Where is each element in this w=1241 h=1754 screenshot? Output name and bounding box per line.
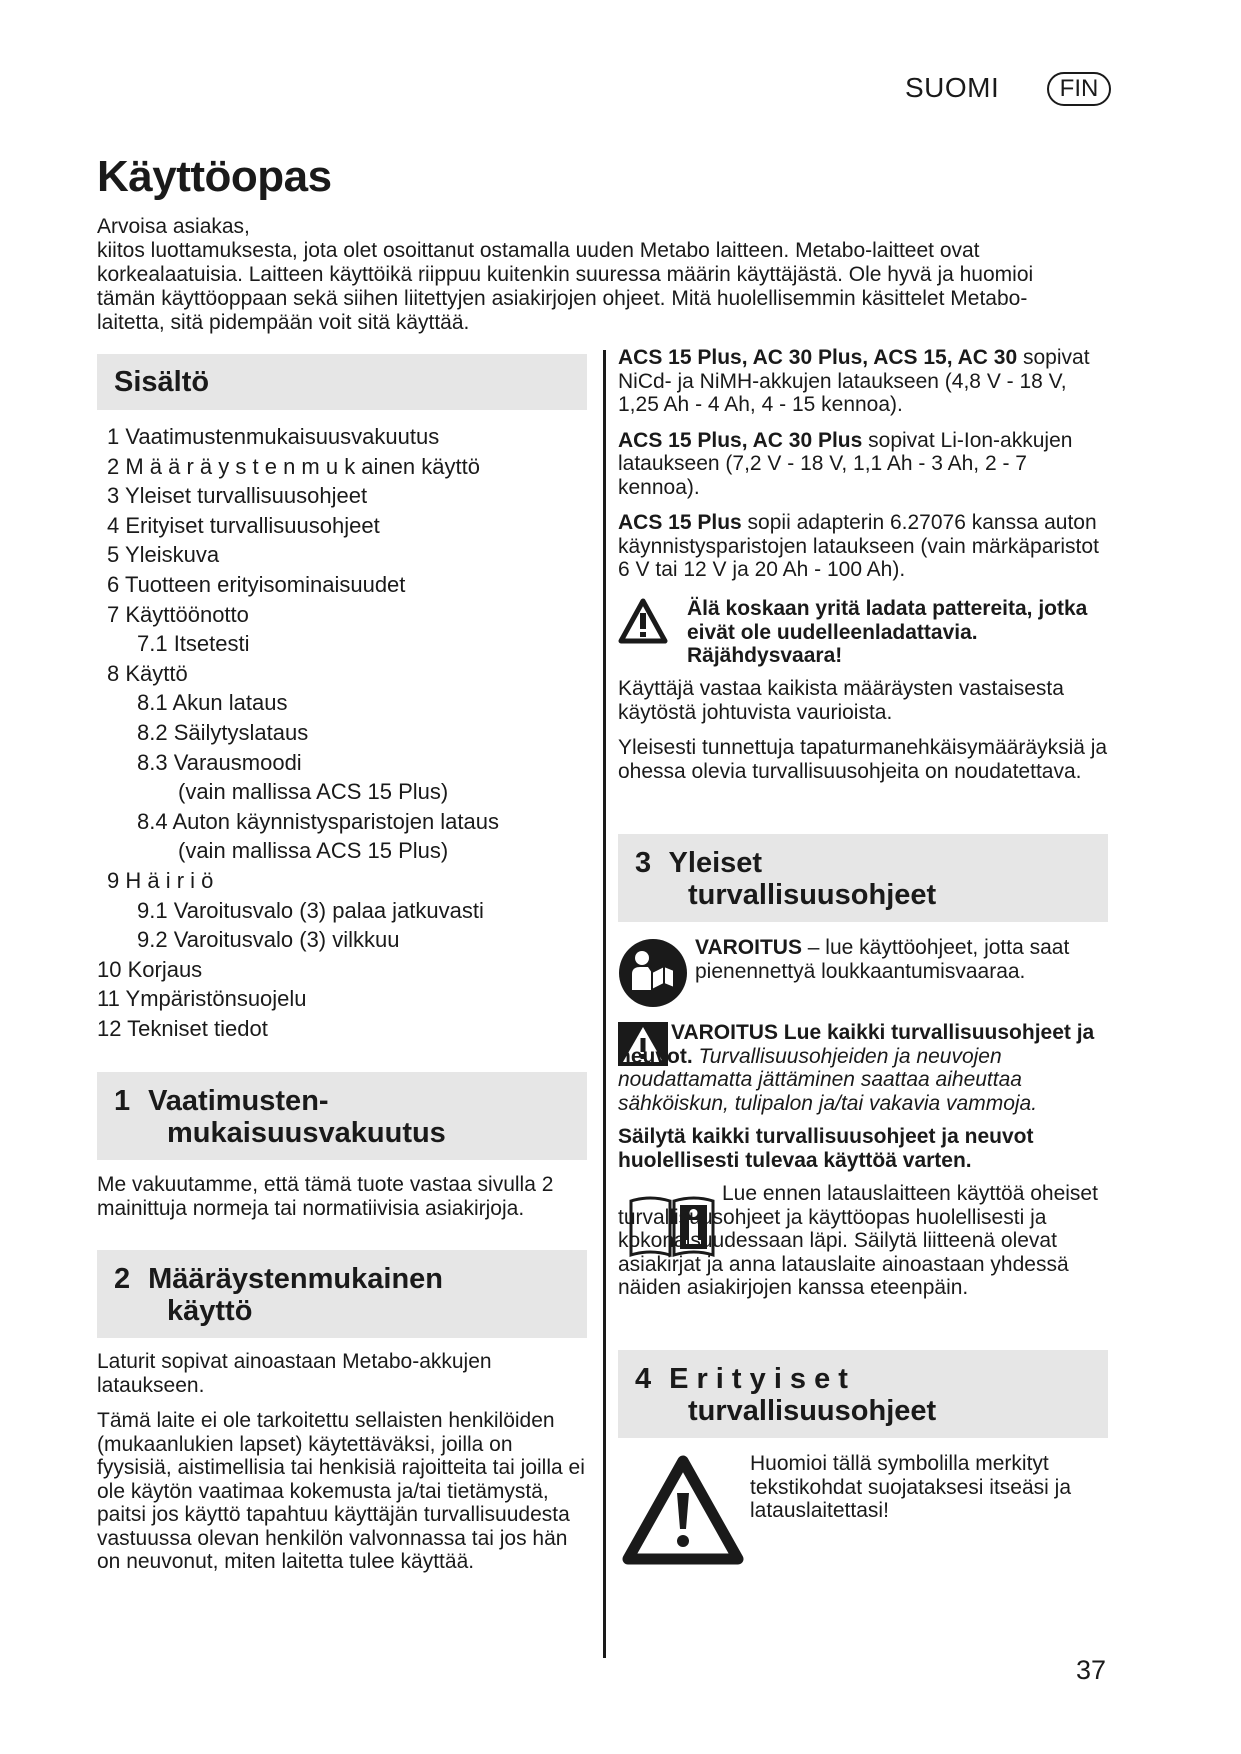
language-code-badge: FIN	[1047, 72, 1111, 106]
section-1-title-line2: mukaisuusvakuutus	[167, 1117, 446, 1149]
usage-para-1: ACS 15 Plus, AC 30 Plus, ACS 15, AC 30 sopivat NiCd- ja NiMH-akkujen lataukseen (4,8 V - 18 V, 1,25 Ah - 4 Ah, 4 - 15 kennoa).	[618, 346, 1090, 416]
toc-item[interactable]: 1 Vaatimustenmukaisuusvakuutus	[107, 424, 440, 449]
column-divider	[603, 350, 606, 1658]
toc-item[interactable]: 9 H ä i r i ö	[107, 867, 214, 893]
toc-item[interactable]: 9.2 Varoitusvalo (3) vilkkuu	[137, 927, 400, 953]
section-1-number: 1	[114, 1085, 131, 1117]
toc-item-note: (vain mallissa ACS 15 Plus)	[178, 779, 449, 805]
toc-item[interactable]: 10 Korjaus	[97, 956, 203, 982]
intro-body: kiitos luottamuksesta, jota olet osoittanut ostamalla uuden Metabo laitteen. Metabo-laitteet ovat korkealaatuisia. Laitteen käyttöikä riippuu kuitenkin suuressa määrin käyttäjästä. Ole hyvä ja huomioi tämän käyttöoppaan sekä siihen liitettyjen asiakirjojen ohjeet. Mitä huolellisemmin käsittelet Metabo-laitetta, sitä pidempään voit sitä käyttää.	[97, 239, 1034, 334]
section-1-text: Me vakuutamme, että tämä tuote vastaa sivulla 2 mainittuja normeja tai normatiivisia asiakirjoja.	[97, 1173, 554, 1220]
page-title: Käyttöopas	[97, 152, 332, 201]
toc-item[interactable]: 8.2 Säilytyslataus	[137, 719, 309, 745]
keep-instructions: Säilytä kaikki turvallisuusohjeet ja neuvot huolellisesti tulevaa käyttöä varten.	[618, 1125, 1034, 1172]
toc-item[interactable]: 12 Tekniset tiedot	[97, 1015, 268, 1041]
section-3-title-line2: turvallisuusohjeet	[688, 879, 937, 911]
info-text: Lue ennen latauslaitteen käyttöä oheiset turvallisuusohjeet ja käyttöopas huolellisesti ja kokonaisuudessaan läpi. Säilytä liitteenä olevat asiakirjat ja anna latauslaite ainoastaan yhdessä näiden asiakirjojen kanssa eteenpäin.	[618, 1182, 1098, 1299]
read-all-warning: VAROITUS Lue kaikki turvallisuusohjeet ja neuvot. Turvallisuusohjeiden ja neuvojen noudattamatta jättäminen saattaa aiheuttaa sähköiskun, tulipalon ja/tai vakavia vammoja.	[618, 1021, 1095, 1115]
section-2-para2: Tämä laite ei ole tarkoitettu sellaisten henkilöiden (mukaanlukien lapset) käytettäväksi, joilla on fyysisiä, aistimellisia tai henkisiä rajoitteita tai joilla ei ole käytön vaatimaa kokemusta ja/tai tietämystä, paitsi jos käyttö tapahtuu käyttäjän turvallisuudesta vastuussa olevan henkilön valvonnassa tai jos hän on neuvonut, miten laitetta tulee käyttää.	[97, 1409, 585, 1573]
usage-paragraphs	[618, 346, 1108, 594]
section-4-title-line1: E r i t y i s e t	[669, 1363, 848, 1395]
regulations-para: Yleisesti tunnettuja tapaturmanehkäisymääräyksiä ja ohessa olevia turvallisuusohjeita on noudatettava.	[618, 736, 1108, 783]
toc-item[interactable]: 5 Yleiskuva	[107, 542, 220, 568]
intro	[97, 215, 1092, 335]
toc-item[interactable]: 9.1 Varoitusvalo (3) palaa jatkuvasti	[137, 897, 484, 923]
toc-item[interactable]: 8.3 Varausmoodi	[137, 749, 302, 775]
section-2-heading	[97, 1250, 587, 1338]
toc-item[interactable]: 8 Käyttö	[107, 660, 188, 686]
toc-item[interactable]: 7.1 Itsetesti	[137, 631, 250, 657]
toc-item[interactable]: 3 Yleiset turvallisuusohjeet	[107, 483, 368, 509]
toc-item[interactable]: 8.1 Akun lataus	[137, 690, 288, 716]
section-2-title-line2: käyttö	[167, 1295, 253, 1327]
toc-item[interactable]: 8.4 Auton käynnistysparistojen lataus	[137, 808, 500, 834]
section-4-title-line2: turvallisuusohjeet	[688, 1395, 937, 1427]
section-1-heading	[97, 1072, 587, 1160]
usage-para-2: ACS 15 Plus, AC 30 Plus sopivat Li-Ion-akkujen lataukseen (7,2 V - 18 V, 1,1 Ah - 3 Ah, 2 - 7 kennoa).	[618, 428, 1073, 499]
read-manual-icon	[618, 938, 688, 1008]
toc-item-note: (vain mallissa ACS 15 Plus)	[178, 838, 449, 864]
section-2-body	[97, 1350, 587, 1586]
toc-item[interactable]: 4 Erityiset turvallisuusohjeet	[107, 512, 380, 538]
section-3-number: 3	[635, 847, 652, 879]
toc-heading	[97, 354, 587, 410]
toc-heading-label: Sisältö	[114, 366, 210, 398]
explosion-warning: Älä koskaan yritä ladata pattereita, jotka eivät ole uudelleenladattavia. Räjähdysvaara!	[687, 597, 1088, 667]
toc-item[interactable]: 6 Tuotteen erityisominaisuudet	[107, 571, 406, 597]
section-2-title-line1: Määräystenmukainen	[148, 1263, 444, 1295]
usage-para-3: ACS 15 Plus sopii adapterin 6.27076 kanssa auton käynnistysparistojen lataukseen (vain märkäparistot 6 V tai 12 V ja 20 Ah - 100 Ah).	[618, 511, 1099, 581]
intro-greeting: Arvoisa asiakas,	[97, 215, 250, 238]
section-2-number: 2	[114, 1263, 131, 1295]
manual-warning: VAROITUS – lue käyttöohjeet, jotta saat pienennettyä loukkaantumisvaaraa.	[695, 936, 1070, 983]
toc-item[interactable]: 2 M ä ä r ä y s t e n m u k ainen käyttö	[107, 453, 480, 479]
toc-item[interactable]: 7 Käyttöönotto	[107, 601, 249, 627]
toc-item[interactable]: 11 Ympäristönsuojelu	[97, 986, 307, 1012]
liability-para: Käyttäjä vastaa kaikista määräysten vastaisesta käytöstä johtuvista vaurioista.	[618, 677, 1064, 724]
section-1-body	[97, 1173, 587, 1232]
language-label: SUOMI	[905, 72, 1000, 103]
table-of-contents	[97, 422, 587, 1043]
section-4-body: Huomioi tällä symbolilla merkityt tekstikohdat suojataksesi itseäsi ja latauslaitettasi!	[750, 1452, 1071, 1522]
section-2-para1: Laturit sopivat ainoastaan Metabo-akkujen lataukseen.	[97, 1350, 492, 1397]
section-3-heading	[618, 834, 1108, 922]
section-3-title-line1: Yleiset	[668, 847, 763, 879]
section-4-number: 4	[635, 1363, 652, 1395]
section-4-heading	[618, 1350, 1108, 1438]
warning-triangle-icon	[618, 598, 668, 644]
liability-paragraphs	[618, 677, 1108, 795]
section-1-title-line1: Vaatimusten-	[148, 1085, 329, 1117]
warning-triangle-large-icon	[622, 1455, 744, 1565]
page-number: 37	[1076, 1655, 1107, 1685]
